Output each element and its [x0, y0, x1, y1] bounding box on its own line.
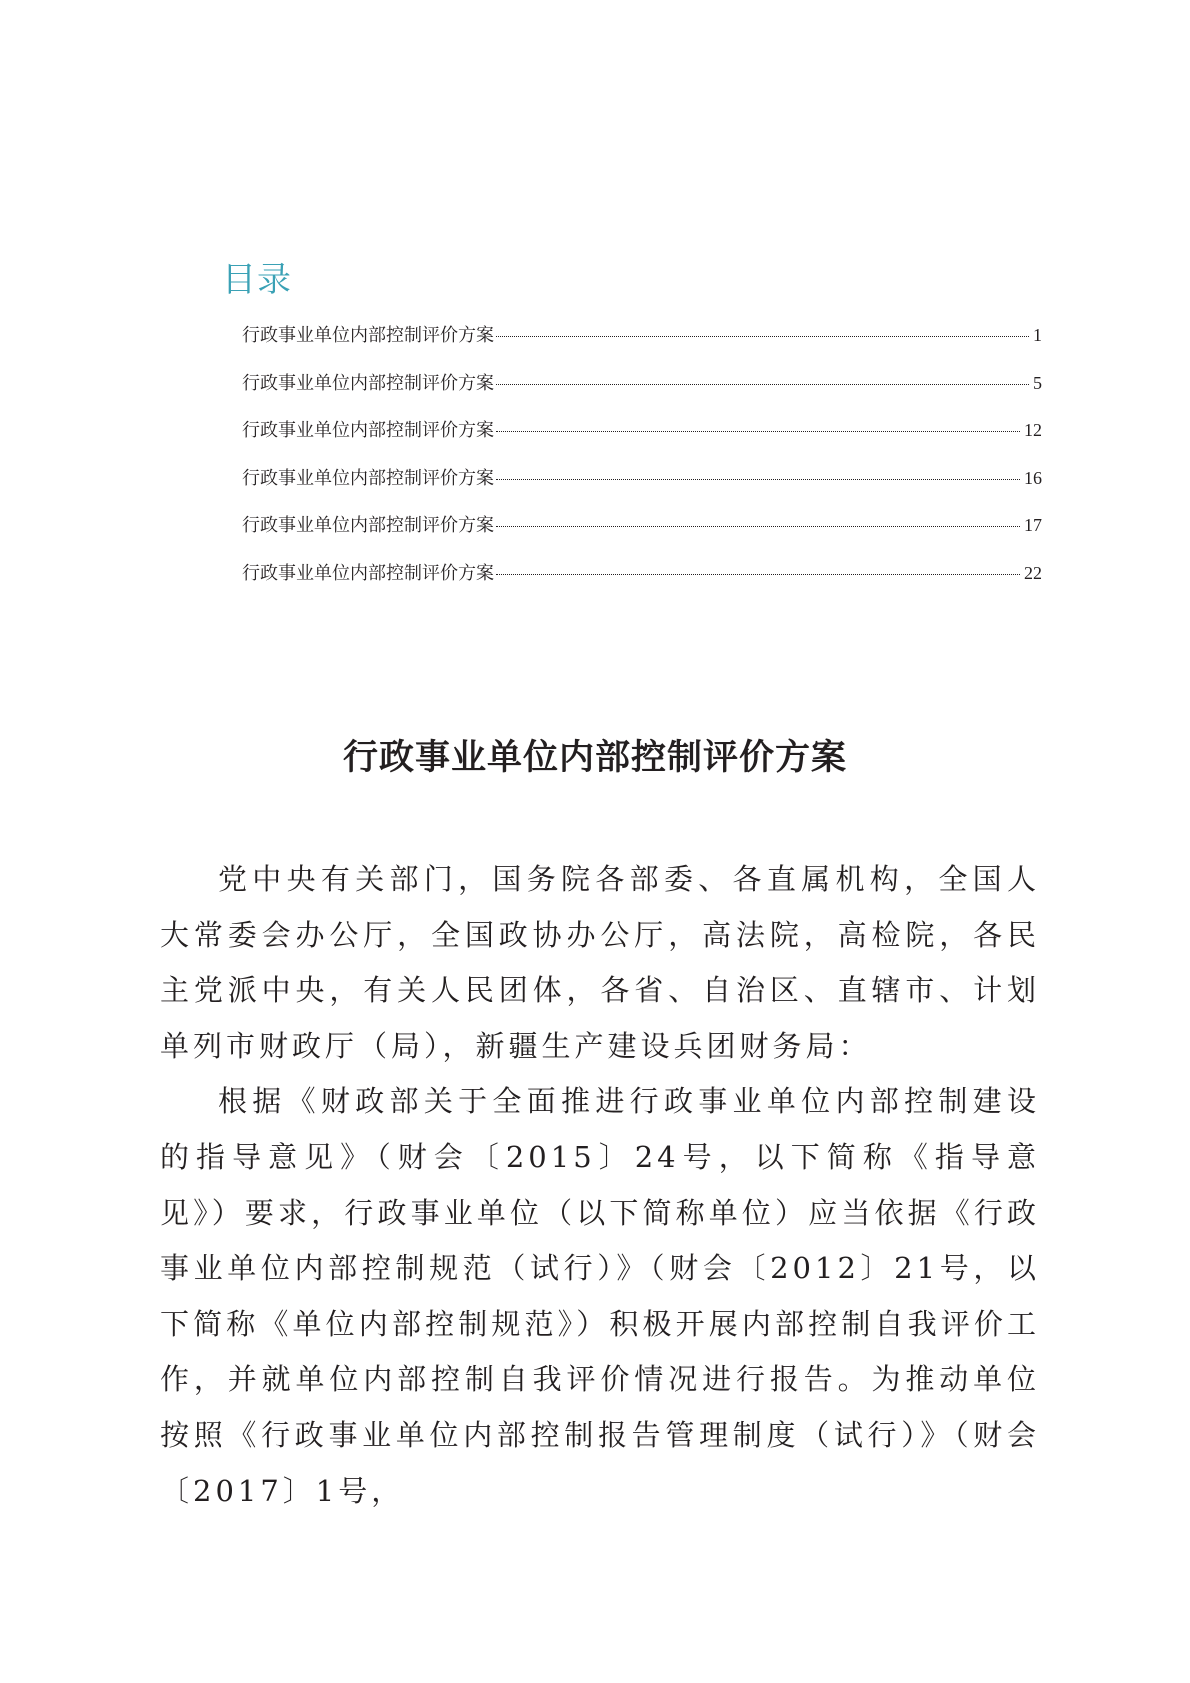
toc-entry-title: 行政事业单位内部控制评价方案 [242, 372, 494, 394]
toc-page-number: 16 [1024, 467, 1042, 488]
toc-entry-title: 行政事业单位内部控制评价方案 [242, 515, 494, 537]
toc-entry-title: 行政事业单位内部控制评价方案 [242, 467, 494, 489]
toc-page-number: 22 [1024, 562, 1042, 583]
toc-entry-title: 行政事业单位内部控制评价方案 [242, 325, 494, 346]
toc-entry[interactable] [242, 322, 1042, 370]
toc-entry[interactable] [242, 465, 1042, 513]
body-paragraph-basis: 根据《财政部关于全面推进行政事业单位内部控制建设的指导意见》（财会〔2015〕24号，以下简称《指导意见》）要求，行政事业单位（以下简称单位）应当依据《行政事业单位内部控制规范（试行）》（财会〔2012〕21号，以下简称《单位内部控制规范》）积极开展内部控制自我评价工作，并就单位内部控制自我评价情况进行报告。为推动单位按照《行政事业单位内部控制报告管理制度（试行）》（财会〔2017〕1号， [160, 1084, 1040, 1508]
toc-heading: 目录 [222, 260, 292, 300]
table-of-contents [242, 322, 1042, 608]
toc-page-number: 1 [1033, 325, 1042, 345]
toc-dot-leader [496, 384, 1029, 385]
document-title: 行政事业单位内部控制评价方案 [342, 738, 847, 778]
toc-page-number: 5 [1033, 372, 1042, 393]
toc-dot-leader [496, 574, 1020, 575]
body-paragraph-addressees: 党中央有关部门，国务院各部委、各直属机构，全国人大常委会办公厅，全国政协办公厅，高法院，高检院，各民主党派中央，有关人民团体，各省、自治区、直辖市、计划单列市财政厅（局），新疆生产建设兵团财务局： [160, 862, 1040, 1063]
toc-page-number: 12 [1024, 420, 1042, 441]
toc-dot-leader [496, 479, 1020, 480]
toc-entry[interactable] [242, 512, 1042, 560]
toc-entry-title: 行政事业单位内部控制评价方案 [242, 562, 494, 584]
document-body [160, 852, 1040, 1519]
toc-entry[interactable] [242, 370, 1042, 418]
toc-entry-title: 行政事业单位内部控制评价方案 [242, 420, 494, 442]
toc-entry[interactable] [242, 417, 1042, 465]
toc-page-number: 17 [1024, 515, 1042, 536]
toc-dot-leader [496, 431, 1020, 432]
toc-entry[interactable] [242, 560, 1042, 608]
toc-dot-leader [496, 526, 1020, 527]
toc-dot-leader [496, 336, 1029, 337]
